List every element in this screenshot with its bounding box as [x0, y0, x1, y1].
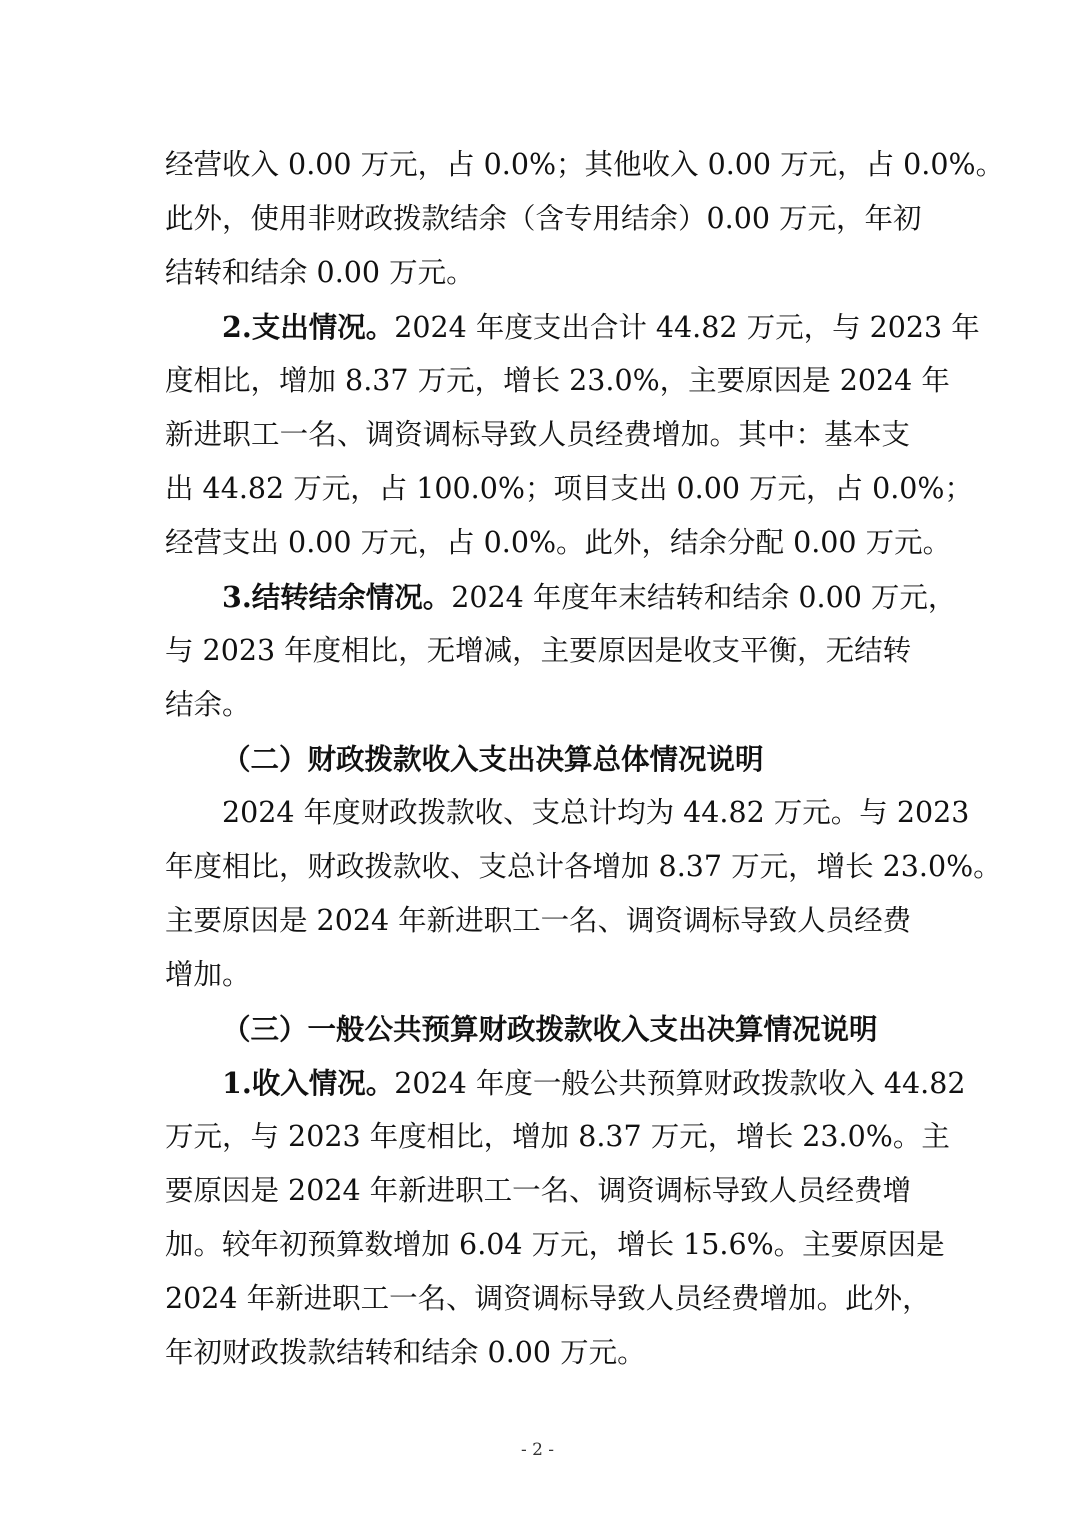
- body-line: 经营收入 0.00 万元，占 0.0%；其他收入 0.00 万元，占 0.0%。: [165, 148, 1005, 181]
- body-line: 与 2023 年度相比，无增减，主要原因是收支平衡，无结转: [165, 634, 912, 667]
- body-line: 此外，使用非财政拨款结余（含专用结余）0.00 万元，年初: [165, 202, 922, 235]
- body-line: 年度相比，财政拨款收、支总计各增加 8.37 万元，增长 23.0%。: [165, 850, 1002, 883]
- income-paragraph-start: 1.收入情况。2024 年度一般公共预算财政拨款收入 44.82: [222, 1066, 966, 1100]
- section-heading-3: （三）一般公共预算财政拨款收入支出决算情况说明: [222, 1012, 878, 1046]
- carryover-paragraph-start: 3.结转结余情况。2024 年度年末结转和结余 0.00 万元，: [222, 580, 957, 614]
- body-line: 结转和结余 0.00 万元。: [165, 256, 475, 289]
- body-line: 增加。: [165, 958, 251, 991]
- body-line: 出 44.82 万元，占 100.0%；项目支出 0.00 万元，占 0.0%；: [165, 472, 973, 505]
- body-line: 年初财政拨款结转和结余 0.00 万元。: [165, 1336, 646, 1369]
- body-line: 2024 年新进职工一名、调资调标导致人员经费增加。此外，: [165, 1282, 931, 1315]
- income-heading: 1.收入情况。: [222, 1066, 395, 1100]
- body-line: 2024 年度财政拨款收、支总计均为 44.82 万元。与 2023: [222, 796, 970, 829]
- carryover-heading: 3.结转结余情况。: [222, 580, 452, 614]
- body-line: 万元，与 2023 年度相比，增加 8.37 万元，增长 23.0%。主: [165, 1120, 950, 1153]
- body-line: 度相比，增加 8.37 万元，增长 23.0%，主要原因是 2024 年: [165, 364, 950, 397]
- body-line: 加。较年初预算数增加 6.04 万元，增长 15.6%。主要原因是: [165, 1228, 945, 1261]
- section-heading-2: （二）财政拨款收入支出决算总体情况说明: [222, 742, 764, 776]
- expenditure-paragraph-start: 2.支出情况。2024 年度支出合计 44.82 万元，与 2023 年: [222, 310, 980, 344]
- body-line: 新进职工一名、调资调标导致人员经费增加。其中：基本支: [165, 418, 910, 451]
- body-line: 主要原因是 2024 年新进职工一名、调资调标导致人员经费: [165, 904, 912, 937]
- body-line: 经营支出 0.00 万元，占 0.0%。此外，结余分配 0.00 万元。: [165, 526, 952, 559]
- expenditure-heading: 2.支出情况。: [222, 310, 395, 344]
- page-number: - 2 -: [520, 1440, 555, 1460]
- body-line: 要原因是 2024 年新进职工一名、调资调标导致人员经费增: [165, 1174, 912, 1207]
- body-line: 结余。: [165, 688, 251, 721]
